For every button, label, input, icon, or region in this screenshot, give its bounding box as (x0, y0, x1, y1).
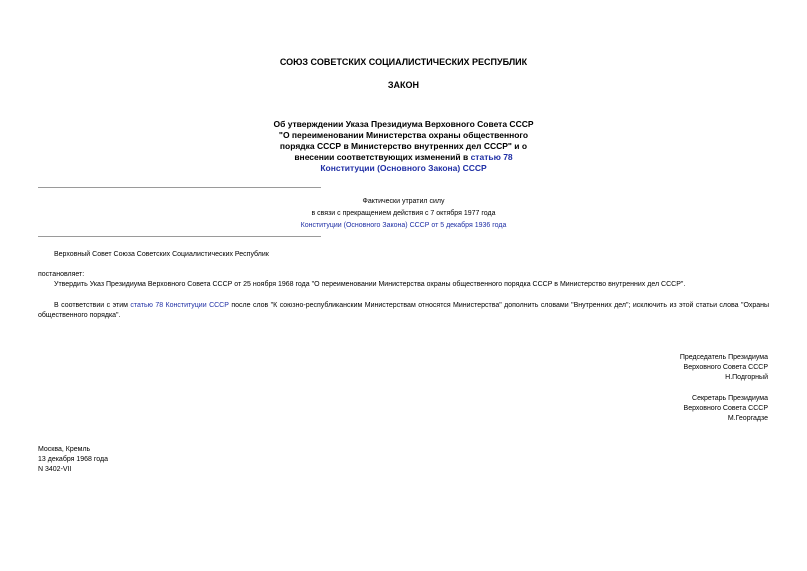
signature-line: Секретарь Президиума (692, 395, 768, 402)
paragraph-1: Утвердить Указ Президиума Верховного Совета СССР от 25 ноября 1968 года "О переименовании Министерства охраны общественного порядка СССР в Министерство внутренних дел СССР". (54, 281, 686, 288)
signature-line: Верховного Совета СССР (683, 364, 768, 371)
law-heading: ЗАКОН (387, 80, 420, 90)
council-text: Верховный Совет Союза Советских Социалистических Республик (54, 251, 269, 258)
title-text: внесении соответствующих изменений в (294, 152, 471, 162)
title-line: порядка СССР в Министерство внутренних дел СССР" и о (279, 141, 528, 151)
divider-line (38, 236, 321, 237)
footer-place: Москва, Кремль (38, 446, 91, 453)
divider-line (38, 187, 321, 188)
signature-line: Председатель Президиума (679, 354, 768, 361)
status-block (0, 196, 807, 232)
title-line (0, 152, 807, 163)
paragraph-2 (38, 301, 769, 321)
resolves-text: постановляет: (38, 271, 85, 278)
title-line: "О переименовании Министерства охраны общественного (278, 130, 529, 140)
status-constitution-link[interactable]: Конституции (Основного Закона) СССР от 5 декабря 1936 года (300, 222, 507, 229)
status-line: Фактически утратил силу (362, 198, 445, 205)
union-heading: СОЮЗ СОВЕТСКИХ СОЦИАЛИСТИЧЕСКИХ РЕСПУБЛИК (279, 57, 528, 67)
article-78-constitution-link[interactable]: статью 78 Конституции СССР (130, 302, 229, 309)
status-line: в связи с прекращением действия с 7 октября 1977 года (311, 210, 496, 217)
signature-name: Н.Подгорный (725, 374, 768, 381)
article-78-link[interactable]: статью 78 (470, 152, 513, 162)
document-title (0, 119, 807, 174)
footer-block (38, 445, 108, 475)
chairman-signature (568, 353, 768, 383)
title-line: Об утверждении Указа Президиума Верховного Совета СССР (273, 119, 534, 129)
signature-line: Верховного Совета СССР (683, 405, 768, 412)
signature-name: М.Георгадзе (727, 415, 768, 422)
footer-date: 13 декабря 1968 года (38, 456, 109, 463)
para2-prefix: В соответствии с этим (54, 302, 131, 309)
constitution-link[interactable]: Конституции (Основного Закона) СССР (320, 163, 487, 173)
secretary-signature (568, 394, 768, 424)
footer-number: N 3402-VII (38, 466, 72, 473)
para2-suffix: после слов "К союзно-республиканским Министерствам относятся Министерства" дополнить словами "Внутренних дел"; исключить из этой статьи слова "Охраны общественного порядка". (38, 302, 769, 319)
